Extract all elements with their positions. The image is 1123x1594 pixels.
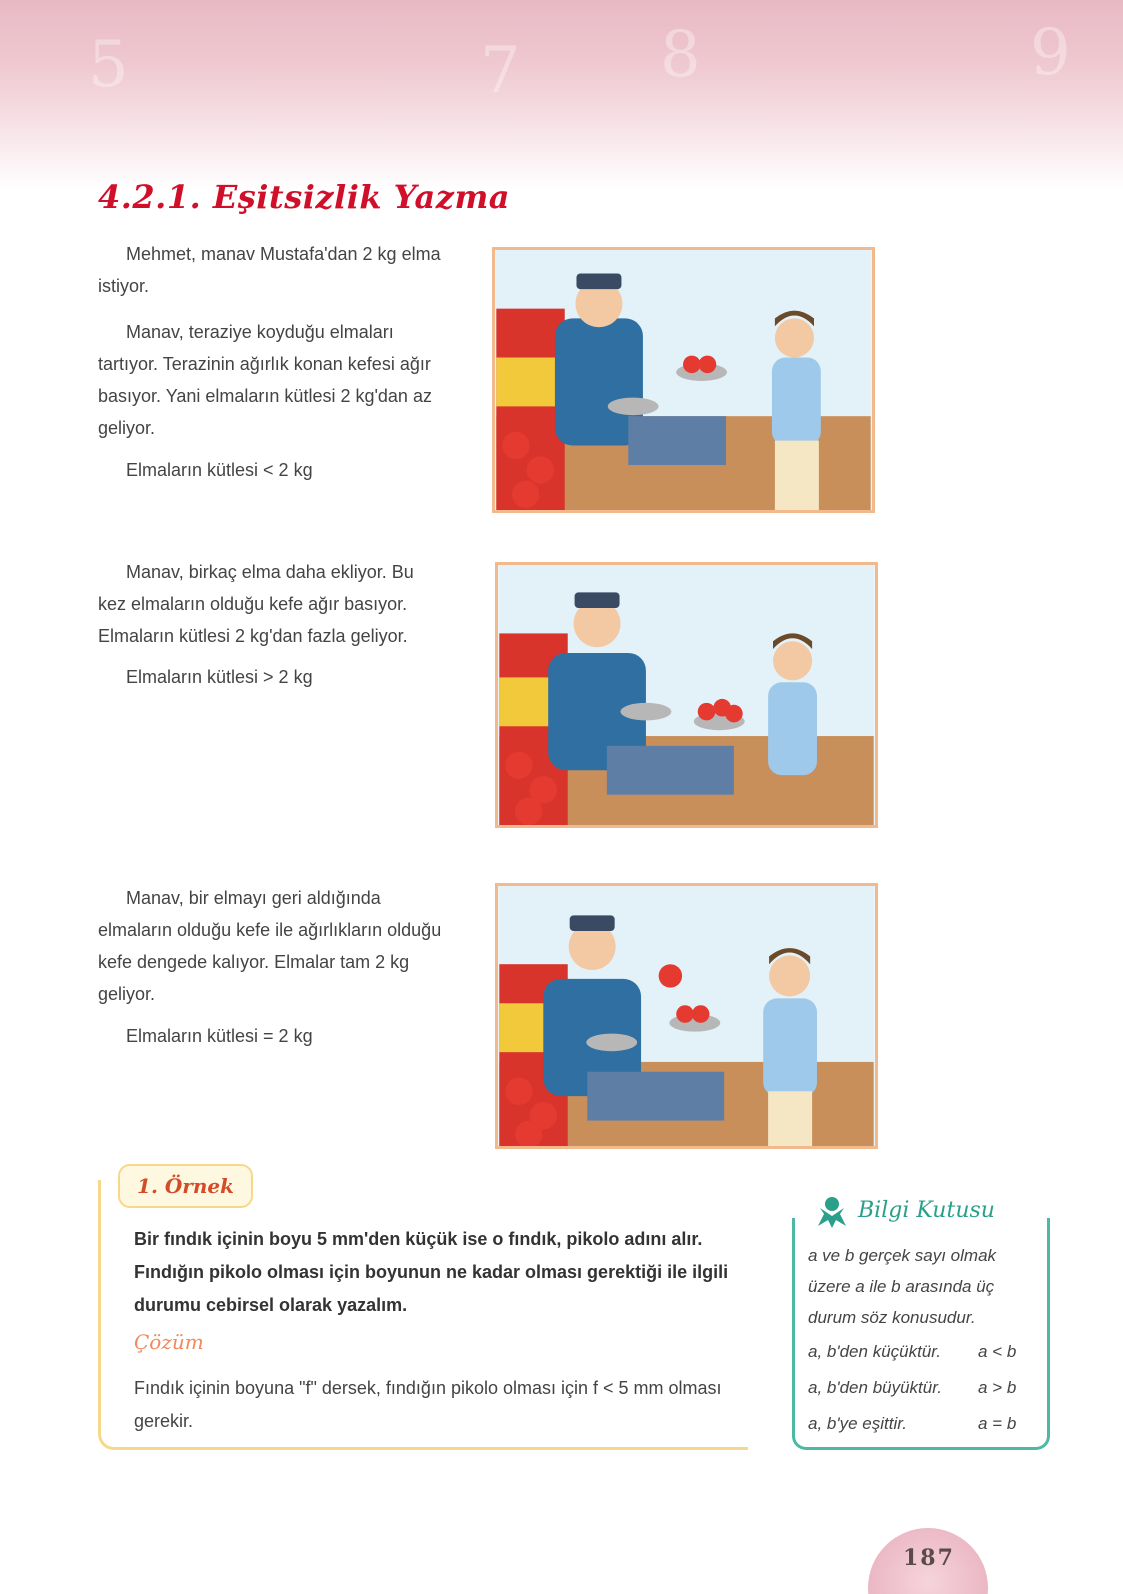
- decorative-digit: 7: [480, 34, 521, 108]
- info-row-symbol: a > b: [978, 1378, 1017, 1397]
- info-row-label: a, b'den büyüktür.: [808, 1378, 942, 1397]
- decorative-digit: 9: [1030, 16, 1071, 90]
- example-tab: 1. Örnek: [118, 1164, 253, 1208]
- block1-paragraph-text: Mehmet, manav Mustafa'dan 2 kg elma istiyor.: [98, 244, 441, 296]
- mascot-icon: [812, 1192, 852, 1232]
- info-row: [808, 1378, 1038, 1398]
- block1-paragraph2-text: Manav, teraziye koyduğu elmaları tartıyor. Terazinin ağırlık konan kefesi ağır basıyor. Yani elmaların kütlesi 2 kg'dan az geliyor.: [98, 322, 432, 438]
- solution-text: Fındık içinin boyuna "f" dersek, fındığın pikolo olması için f < 5 mm olması gerekir.: [134, 1378, 722, 1431]
- info-row-symbol: a < b: [978, 1342, 1017, 1361]
- header-band: [0, 0, 1123, 190]
- block2-inequality: Elmaların kütlesi > 2 kg: [126, 667, 313, 687]
- greengrocer-scene-svg: [498, 886, 875, 1146]
- info-text: a ve b gerçek sayı olmak üzere a ile b arasında üç durum söz konusudur.: [808, 1246, 997, 1327]
- greengrocer-scene-svg: [495, 250, 872, 510]
- block3-paragraph: [98, 882, 443, 1010]
- decorative-digit: 5: [88, 28, 129, 102]
- illustration-scale-heavy: [495, 562, 878, 828]
- illustration-scale-light: [492, 247, 875, 513]
- block2-paragraph: [98, 556, 443, 652]
- block1-paragraph: [98, 238, 443, 302]
- info-row: [808, 1414, 1038, 1434]
- decorative-digit: 8: [660, 18, 701, 92]
- info-row: [808, 1342, 1038, 1362]
- info-title: Bilgi Kutusu: [858, 1198, 995, 1223]
- block1-inequality: Elmaların kütlesi < 2 kg: [126, 460, 313, 480]
- block1-paragraph2: [98, 316, 443, 444]
- block2-paragraph-text: Manav, birkaç elma daha ekliyor. Bu kez elmaların olduğu kefe ağır basıyor. Elmaların kütlesi 2 kg'dan fazla geliyor.: [98, 562, 414, 646]
- greengrocer-scene-svg: [498, 565, 875, 825]
- block3-inequality: Elmaların kütlesi = 2 kg: [126, 1026, 313, 1046]
- info-row-label: a, b'den küçüktür.: [808, 1342, 942, 1361]
- illustration-scale-balanced: [495, 883, 878, 1149]
- section-title: 4.2.1. Eşitsizlik Yazma: [98, 178, 511, 216]
- info-row-label: a, b'ye eşittir.: [808, 1414, 907, 1433]
- example-text: Bir fındık içinin boyu 5 mm'den küçük ise o fındık, pikolo adını alır. Fındığın pikolo olması için boyunun ne kadar olması gerektiği ile ilgili durumu cebirsel olarak yazalım.: [134, 1229, 729, 1315]
- block3-paragraph-text: Manav, bir elmayı geri aldığında elmaların olduğu kefe ile ağırlıkların olduğu kefe dengede kalıyor. Elmalar tam 2 kg geliyor.: [98, 888, 442, 1004]
- page-number: 187: [903, 1545, 955, 1571]
- info-row-symbol: a = b: [978, 1414, 1017, 1433]
- solution-title: Çözüm: [134, 1330, 204, 1354]
